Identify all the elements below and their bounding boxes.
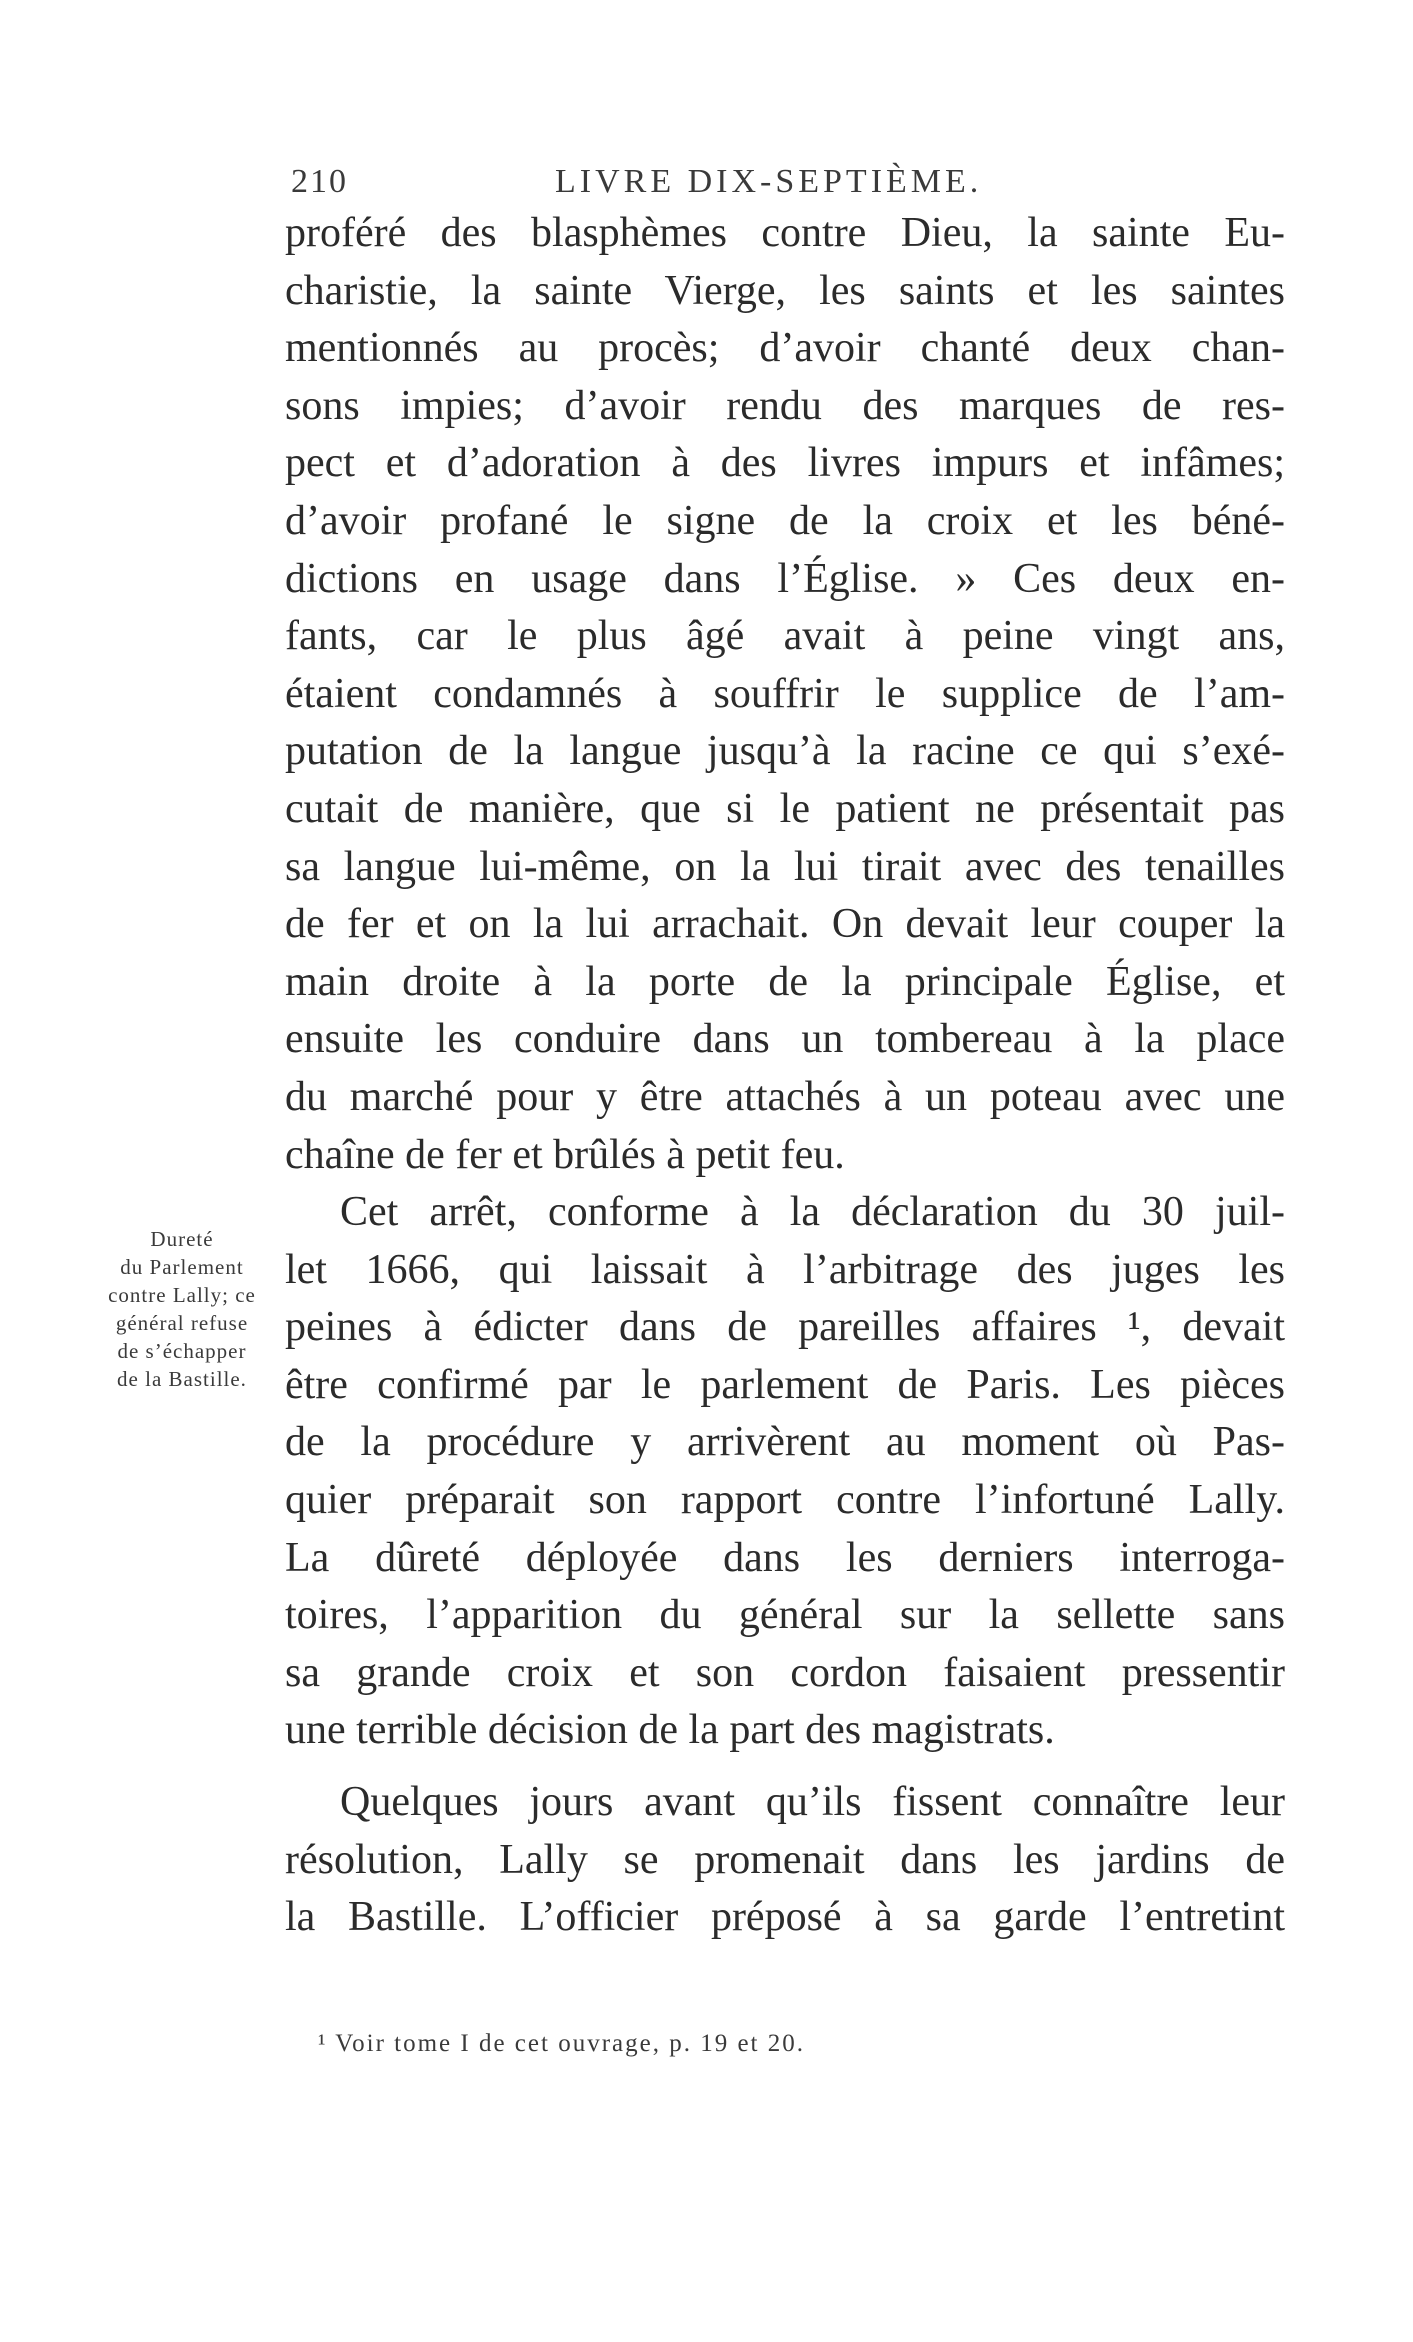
- page-number: 210: [291, 163, 348, 200]
- text-line: quier préparait son rapport contre l’infortuné Lally.: [285, 1477, 1285, 1524]
- marginal-note-line: Dureté: [150, 1227, 214, 1251]
- text-line: proféré des blasphèmes contre Dieu, la sainte Eu-: [285, 210, 1285, 256]
- running-title: LIVRE DIX-SEPTIÈME.: [555, 163, 983, 200]
- text-line: La dûreté déployée dans les derniers interroga-: [285, 1534, 1285, 1581]
- text-line: d’avoir profané le signe de la croix et les béné-: [285, 497, 1285, 544]
- marginal-note-line: contre Lally; ce: [108, 1283, 256, 1307]
- paragraph-first-line: Quelques jours avant qu’ils fissent connaître leur: [340, 1779, 1285, 1826]
- marginal-note: [92, 1225, 272, 1393]
- text-line: étaient condamnés à souffrir le supplice de l’am-: [285, 670, 1285, 717]
- marginal-note-line: de la Bastille.: [117, 1367, 247, 1391]
- text-line: peines à édicter dans de pareilles affaires ¹, devait: [285, 1304, 1285, 1351]
- text-line: toires, l’apparition du général sur la sellette sans: [285, 1592, 1285, 1639]
- text-line: être confirmé par le parlement de Paris. Les pièces: [285, 1361, 1285, 1408]
- text-line: chaîne de fer et brûlés à petit feu.: [285, 1131, 845, 1178]
- text-line: pect et d’adoration à des livres impurs et infâmes;: [285, 440, 1285, 487]
- text-line: du marché pour y être attachés à un poteau avec une: [285, 1073, 1285, 1120]
- text-line: charistie, la sainte Vierge, les saints et les saintes: [285, 267, 1285, 314]
- text-line: fants, car le plus âgé avait à peine vingt ans,: [285, 613, 1285, 660]
- text-line: une terrible décision de la part des magistrats.: [285, 1707, 1055, 1754]
- text-line: putation de la langue jusqu’à la racine ce qui s’exé-: [285, 728, 1285, 775]
- text-line: ensuite les conduire dans un tombereau à la place: [285, 1016, 1285, 1063]
- text-line: sa langue lui-même, on la lui tirait avec des tenailles: [285, 843, 1285, 890]
- text-line: mentionnés au procès; d’avoir chanté deux chan-: [285, 325, 1285, 372]
- marginal-note-line: général refuse: [115, 1311, 249, 1335]
- text-line: main droite à la porte de la principale Église, et: [285, 958, 1285, 1005]
- marginal-note-line: de s’échapper: [117, 1339, 247, 1363]
- footnote: ¹ Voir tome I de cet ouvrage, p. 19 et 20.: [318, 2030, 806, 2057]
- text-line: cutait de manière, que si le patient ne présentait pas: [285, 785, 1285, 832]
- paragraph-first-line: Cet arrêt, conforme à la déclaration du 30 juil-: [340, 1189, 1285, 1236]
- running-head: [285, 155, 1285, 205]
- marginal-note-line: du Parlement: [120, 1255, 244, 1279]
- body-text: [285, 205, 1285, 1947]
- text-line: résolution, Lally se promenait dans les jardins de: [285, 1836, 1285, 1883]
- text-line: la Bastille. L’officier préposé à sa garde l’entretint: [285, 1894, 1285, 1941]
- text-line: sa grande croix et son cordon faisaient pressentir: [285, 1649, 1285, 1696]
- text-line: de fer et on la lui arrachait. On devait leur couper la: [285, 901, 1285, 948]
- text-line: sons impies; d’avoir rendu des marques de res-: [285, 382, 1285, 429]
- text-line: dictions en usage dans l’Église. » Ces deux en-: [285, 555, 1285, 602]
- text-line: de la procédure y arrivèrent au moment où Pas-: [285, 1419, 1285, 1466]
- text-line: let 1666, qui laissait à l’arbitrage des juges les: [285, 1246, 1285, 1293]
